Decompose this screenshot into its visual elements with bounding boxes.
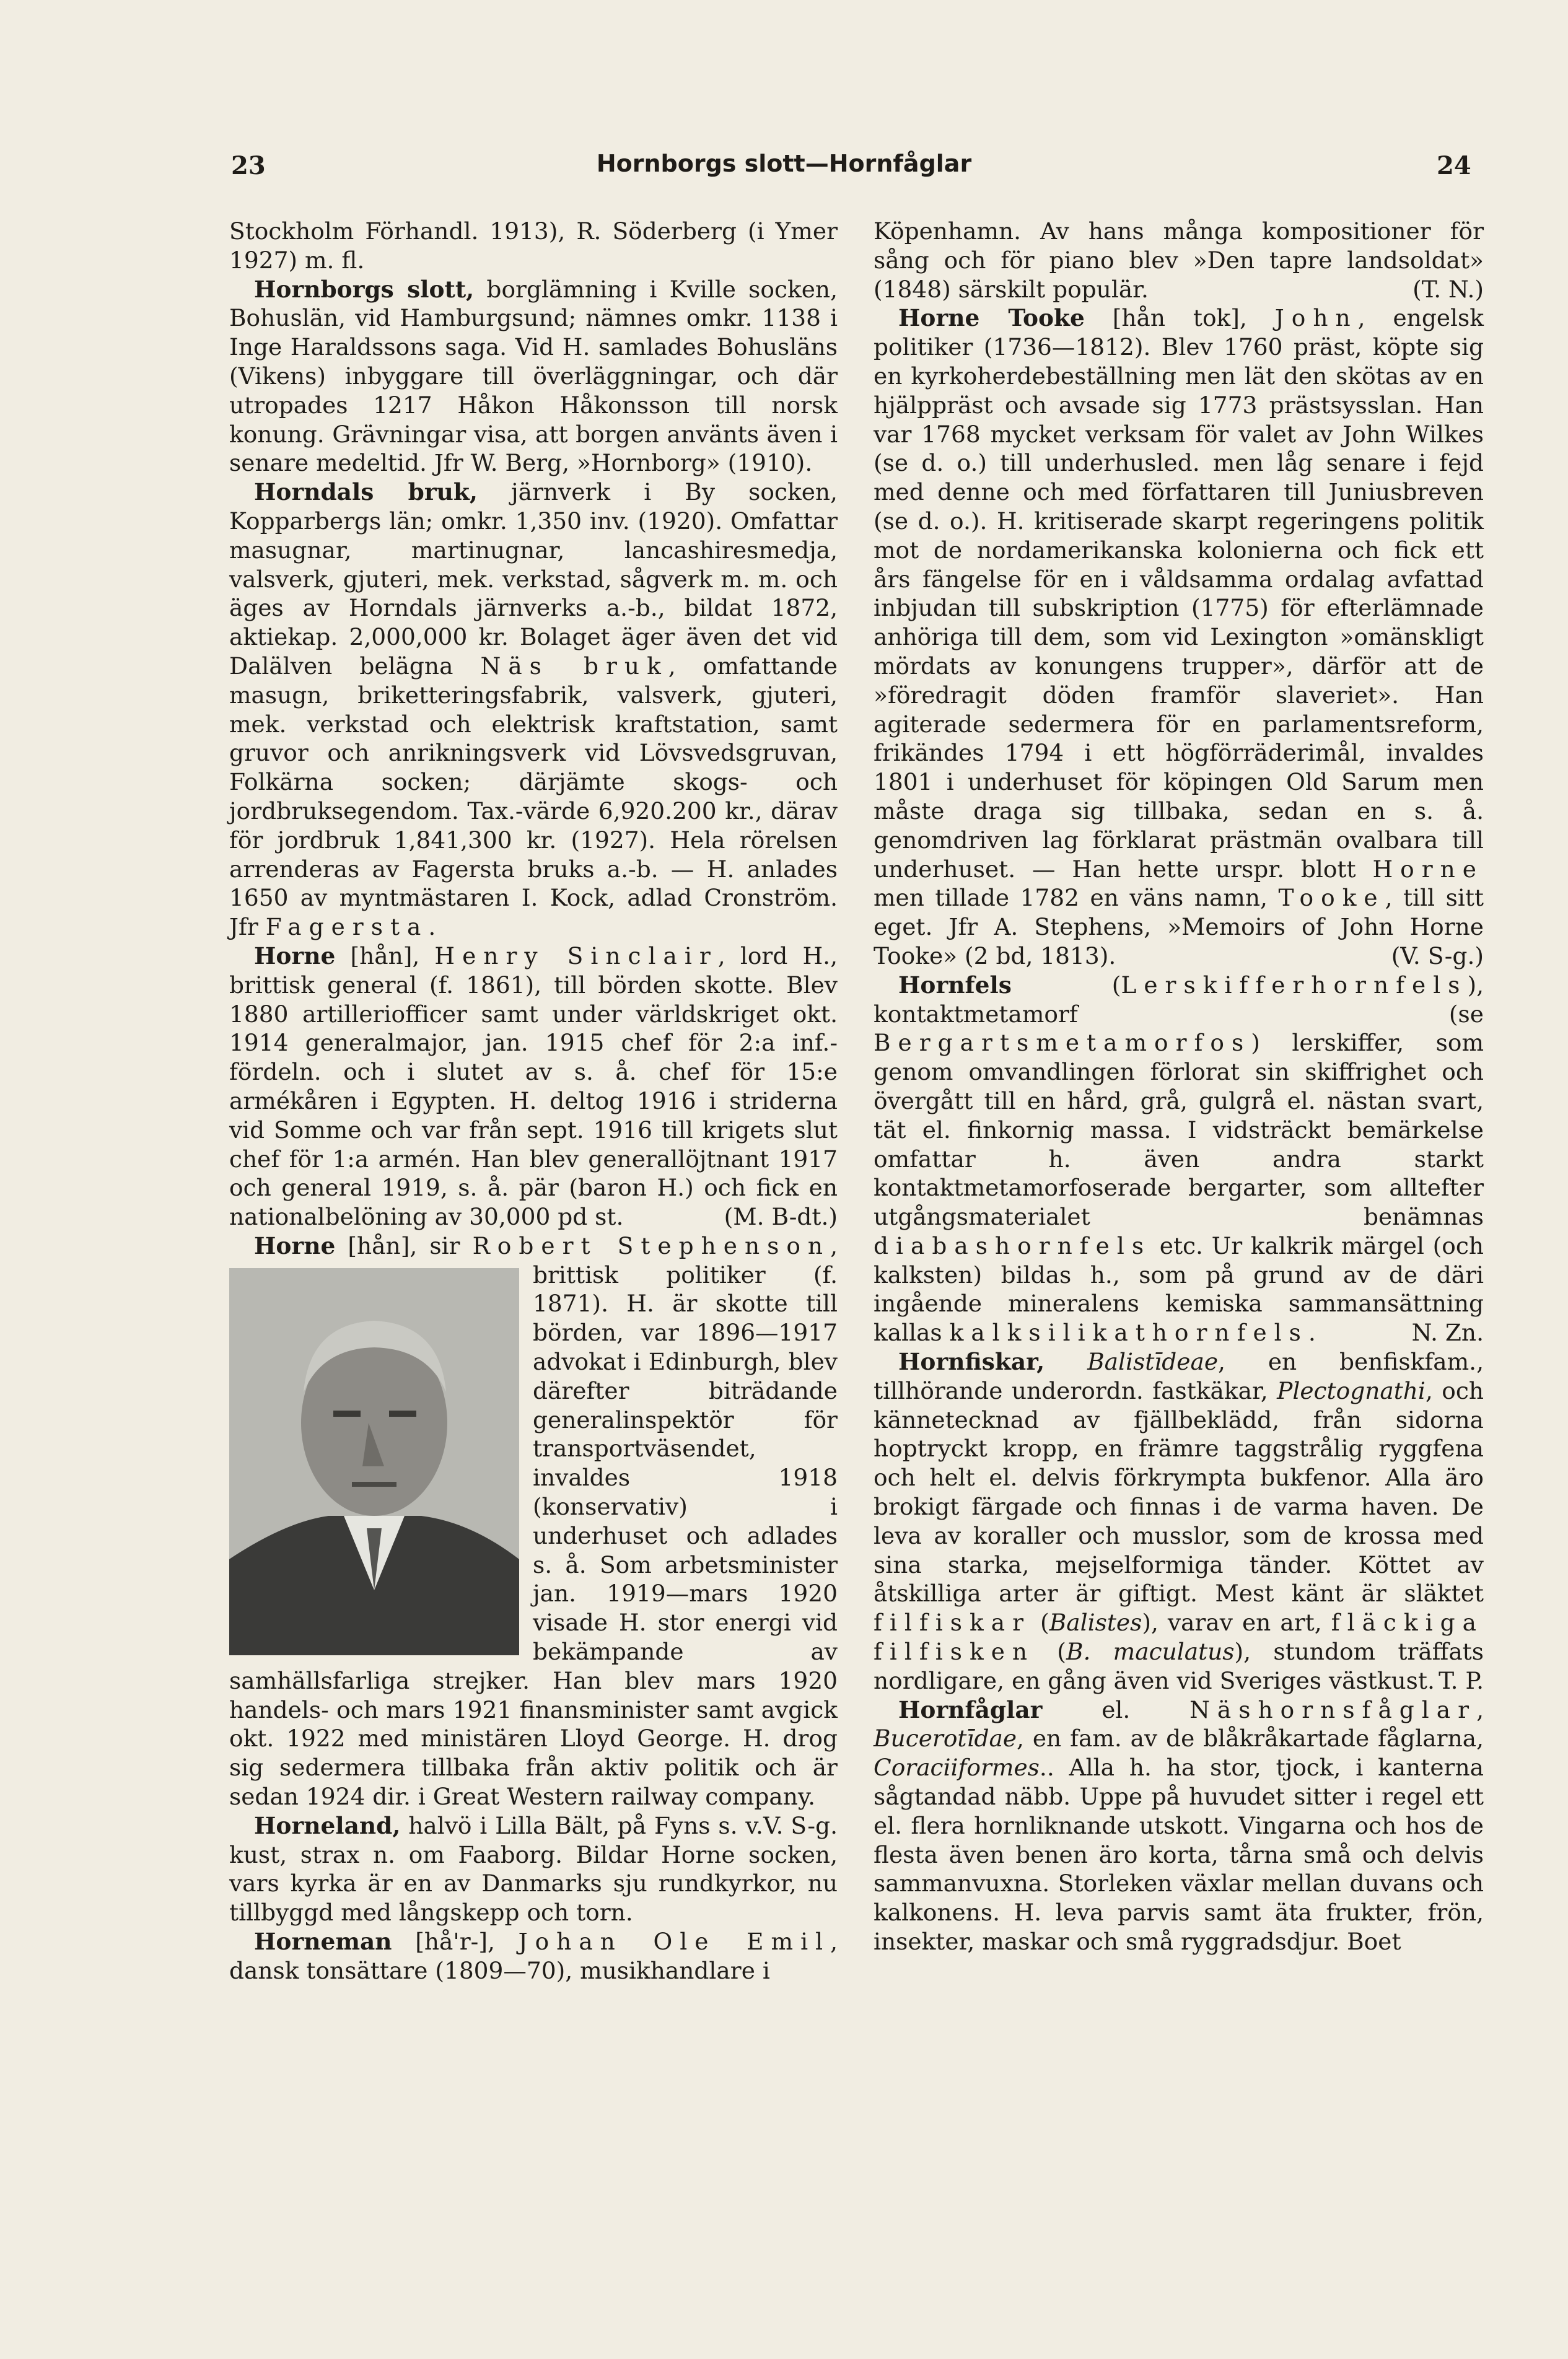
entry-text: [hå'r-],	[392, 1928, 519, 1956]
spaced-term: Näs bruk	[480, 652, 668, 680]
left-column	[229, 217, 838, 1985]
entry-horndals-bruk	[229, 478, 838, 942]
entry-text: ,	[1476, 1696, 1484, 1723]
right-column	[874, 217, 1484, 1956]
entry-headword: Hornfiskar,	[898, 1348, 1045, 1376]
entry-horneman	[229, 1927, 838, 1985]
entry-headword: Horne	[254, 942, 336, 969]
entry-horneland	[229, 1811, 838, 1927]
entry-hornfels	[874, 971, 1484, 1347]
entry-text: halvö i Lilla Bält, på Fyns s. v. kust, strax n. om Faaborg. Bildar Horne socken, vars kyrka är en av Danmarks sju rundkyrkor, nu tillbyggd med långskepp och torn.	[229, 1811, 838, 1927]
page-number-right: 24	[1437, 151, 1471, 180]
entry-text: el.	[1042, 1696, 1190, 1723]
entry-text: .. Alla h. ha stor, tjock, i kanterna sågtandad näbb. Uppe på huvudet sitter i regel ett el. flera hornliknande utskott. Vingarna och hos de flesta även benen äro korta, tårna små och delvis sammanvuxna. Storleken växlar mellan duvans och kalkonens. H. leva parvis samt äta frukter, frön, insekter, maskar och små ryggradsdjur. Boet	[874, 1754, 1484, 1956]
entry-headword: Horne	[254, 1232, 336, 1259]
spaced-term: Näshornsfåglar	[1189, 1696, 1477, 1723]
entry-text: , dansk tonsättare (1809—70), musikhandlare i	[229, 1928, 838, 1984]
author-signature: T. P.	[1439, 1666, 1484, 1694]
entry-headword: Hornfels	[898, 971, 1012, 999]
spaced-term: filfiskar	[874, 1609, 1031, 1637]
entry-text: .	[428, 913, 436, 941]
entry-text: , en benfiskfam., tillhörande underordn. fastkäkar,	[874, 1348, 1484, 1404]
latin-name: Coraciiformes	[874, 1754, 1040, 1782]
entry-text: borglämning i Kville socken, Bohuslän, vid Hamburgsund; nämnes omkr. 1138 i Inge Haraldssons saga. Vid H. samlades Bohusläns (Vikens) inbyggare till överläggningar, och där utropades 1217 Håkon Håkonsson till norsk konung. Grävningar visa, att borgen använts även i senare medeltid. Jfr W. Berg, »Hornborg» (1910).	[229, 275, 838, 477]
entry-text: ), kontaktmetamorf (se	[874, 971, 1484, 1028]
latin-name: Bucerotīdae	[874, 1725, 1017, 1753]
spaced-term: Fagersta	[265, 913, 429, 941]
entry-text: , omfattande masugn, briketteringsfabrik, valsverk, gjuteri, mek. verkstad och elektrisk kraftstation, samt gruvor och anrikningsverk vid Lövsvedsgruvan, Folkärna socken; därjämte skogs- och jordbruksegendom. Tax.-värde 6,920.200 kr., därav för jordbruk 1,841,300 kr. (1927). Hela rörelsen arrenderas av Fagersta bruks a.-b. — H. anlades 1650 av myntmästaren I. Kock, adlad Cronström. Jfr	[229, 652, 838, 941]
entry-text: [hån], sir	[335, 1232, 473, 1259]
spaced-term: Lerskifferhornfels	[1121, 971, 1468, 999]
entry-text: [hån],	[335, 942, 435, 969]
spaced-term: Henry Sinclair	[434, 942, 718, 969]
spaced-term: Tooke	[1278, 884, 1385, 912]
portrait-photo	[229, 1268, 519, 1655]
entry-horne-tooke	[874, 304, 1484, 970]
entry-headword: Hornfåglar	[898, 1696, 1043, 1723]
entry-text: etc. Ur kalkrik märgel (och kalksten) bildas h., som på grund av de däri ingående mineralens kemiska sammansättning kallas	[874, 1232, 1484, 1347]
entry-text: (	[1031, 1609, 1049, 1637]
entry-headword: Horndals bruk,	[254, 478, 478, 506]
latin-name: Balistīdeae	[1087, 1348, 1219, 1376]
spaced-term: Horne	[1372, 855, 1484, 883]
entry-headword: Horneland,	[254, 1811, 401, 1839]
entry-hornborgs-slott	[229, 275, 838, 478]
entry-horne-henry	[229, 942, 838, 1232]
spaced-term: Robert Stephenson	[472, 1232, 831, 1259]
spaced-term: kalksilikathornfels	[949, 1319, 1308, 1347]
latin-name: Plectognathi	[1277, 1376, 1426, 1404]
spaced-term: fläckiga filfisken	[874, 1609, 1484, 1666]
entry-text: , till sitt eget. Jfr A. Stephens, »Memoirs of John Horne Tooke» (2 bd, 1813).	[874, 884, 1484, 969]
entry-hornfaglar	[874, 1696, 1484, 1956]
entry-text: , en fam. av de blåkråkartade fåglarna,	[1017, 1725, 1484, 1753]
running-title: Hornborgs slott—Hornfåglar	[596, 150, 972, 177]
author-signature: N. Zn.	[1411, 1319, 1484, 1347]
latin-name: B. maculatus	[1066, 1638, 1235, 1666]
entry-text: [hån tok],	[1084, 304, 1275, 332]
entry-text: järnverk i By socken, Kopparbergs län; omkr. 1,350 inv. (1920). Omfattar masugnar, martinugnar, lancashiresmedja, valsverk, gjuteri, mek. verkstad, sågverk m. m. och äges av Horndals järnverks a.-b., bildat 1872, aktiekap. 2,000,000 kr. Bolaget äger även det vid Dalälven belägna	[229, 478, 838, 680]
entry-headword: Hornborgs slott,	[254, 275, 475, 303]
entry-headword: Horne Tooke	[898, 304, 1085, 332]
entry-text: , och kännetecknad av fjällbeklädd, från sidorna hoptryckt kropp, en främre taggstrålig ryggfena och helt el. delvis förkrympta bukfenor. Alla äro brokigt färgade och finnas i de varma haven. De leva av koraller och musslor, som de krossa med sina starka, mejselformiga tänder. Köttet av åtskilliga arter är giftigt. Mest känt är släktet	[874, 1376, 1484, 1608]
author-signature: V. S-g.	[763, 1811, 838, 1839]
entry-text: Köpenhamn. Av hans många kompositioner för sång och för piano blev »Den tapre landsoldat» (1848) särskilt populär.	[874, 217, 1484, 303]
page-number-left: 23	[231, 151, 266, 180]
spaced-term: diabashornfels	[874, 1232, 1152, 1259]
entry-text: , brittisk politiker (f. 1871). H. är skotte till börden, var 1896—1917 advokat i Edinburgh, blev därefter biträdande generalinspektör för transportväsendet, invaldes 1918 (konservativ) i underhuset och adlades s. å. Som arbetsminister jan. 1919—mars 1920 visade H. stor energi vid bekämpande av samhällsfarliga strejker. Han blev mars 1920 handels- och mars 1921 finansminister samt avgick okt. 1922 med ministären Lloyd George. H. drog sig sedermera tillbaka från aktiv politik och är sedan 1924 dir. i Great Western railway company.	[229, 1232, 838, 1811]
entry-text: , engelsk politiker (1736—1812). Blev 1760 präst, köpte sig en kyrkoherdebeställning men lät den skötas av en hjälppräst och avsade sig 1773 prästsysslan. Han var 1768 mycket verksam för valet av John Wilkes (se d. o.) till underhusled. men låg senare i fejd med denne och med författaren till Juniusbreven (se d. o.). H. kritiserade skarpt regeringens politik mot de nordamerikanska kolonierna och fick ett års fängelse för en i våldsamma ordalag avfattad inbjudan till subskription (1775) för efterlämnade anhöriga till dem, som vid Lexington »omänskligt mördats av konungens trupper», därför att de »föredragit döden framför slaveriet». Han agiterade sedermera för en parlamentsreform, frikändes 1794 i ett högförräderimål, invaldes 1801 i underhuset för köpingen Old Sarum men måste draga sig tillbaka, sedan en s. å. genomdriven lag förklarat prästmän ovalbara till underhuset. — Han hette urspr. blott	[874, 304, 1484, 883]
entry-hornfiskar	[874, 1347, 1484, 1696]
spaced-term: Johan Ole Emil	[518, 1928, 831, 1956]
paragraph	[874, 217, 1484, 304]
entry-headword: Horneman	[254, 1928, 392, 1956]
author-signature: (V. S-g.)	[1391, 942, 1484, 969]
entry-text: , lord H., brittisk general (f. 1861), till börden skotte. Blev 1880 artilleriofficer samt under världskriget okt. 1914 generalmajor, jan. 1915 chef för 2:a inf.-fördeln. och i slutet av s. å. chef för 15:e armékåren i Egypten. H. deltog 1916 i striderna vid Somme och var från sept. 1916 till krigets slut chef för 1:a armén. Han blev generallöjtnant 1917 och general 1919, s. å. pär (baron H.) och fick en nationalbelöning av 30,000 pd st.	[229, 942, 838, 1231]
author-signature: (T. N.)	[1413, 275, 1484, 303]
latin-name: Balistes	[1049, 1609, 1142, 1637]
entry-text: ) lerskiffer, som genom omvandlingen förlorat sin skiffrighet och övergått till en hård, grå, gulgrå el. nästan svart, tät el. finkornig massa. I vidsträckt bemärkelse omfattar h. även andra starkt kontaktmetamorfoserade bergarter, som alltefter utgångsmaterialet benämnas	[874, 1029, 1484, 1231]
author-signature: (M. B-dt.)	[724, 1203, 838, 1231]
spaced-term: John	[1274, 304, 1358, 332]
entry-text: (	[1011, 971, 1121, 999]
entry-text: .	[1308, 1319, 1316, 1347]
spaced-term: Bergartsmetamorfos	[874, 1029, 1251, 1057]
entry-text: ), varav en art,	[1142, 1609, 1331, 1637]
paragraph: Stockholm Förhandl. 1913), R. Söderberg (i Ymer 1927) m. fl.	[229, 217, 838, 274]
entry-text: men tillade 1782 en väns namn,	[874, 884, 1279, 912]
entry-text: (	[1035, 1638, 1066, 1666]
entry-text: ), stundom träffats nordligare, en gång även vid Sveriges västkust.	[874, 1638, 1484, 1694]
